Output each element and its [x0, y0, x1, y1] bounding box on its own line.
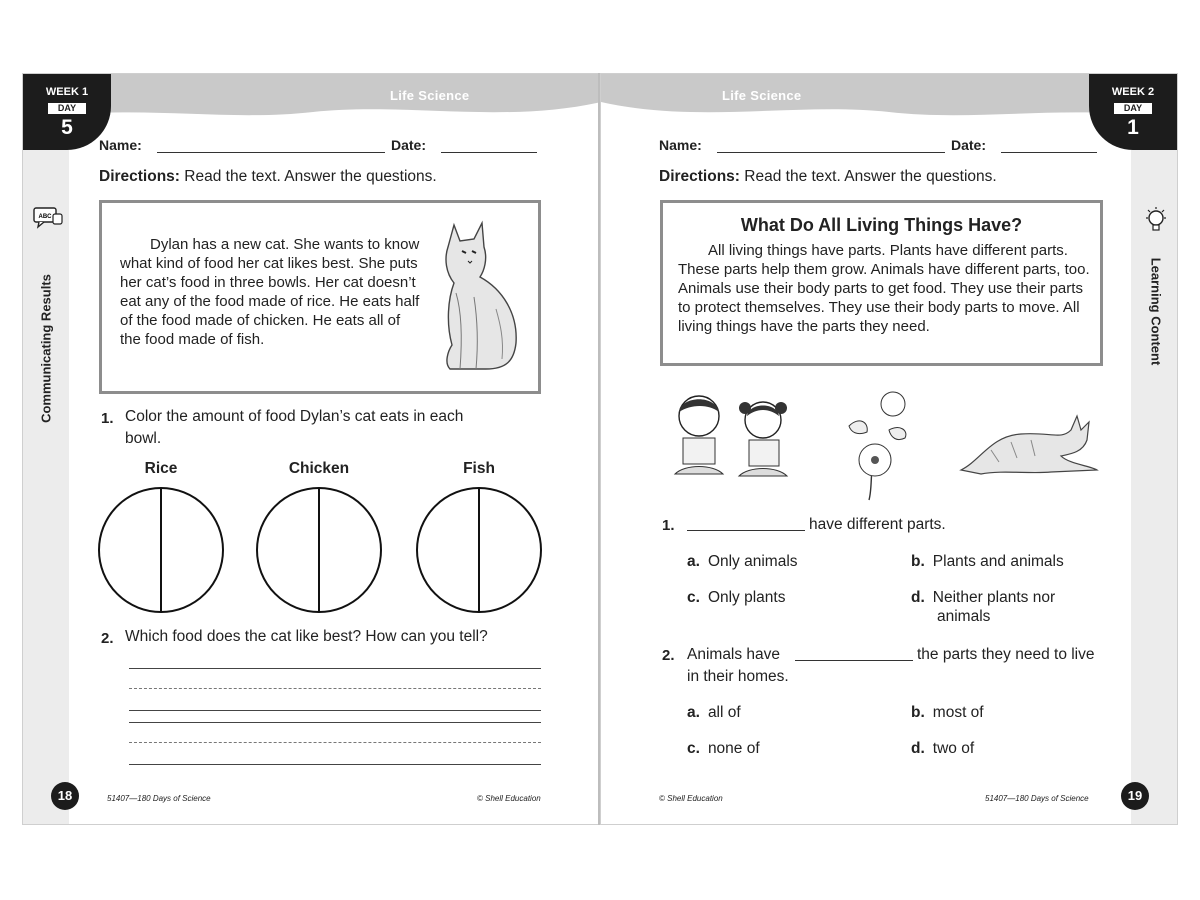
name-label: Name: — [659, 137, 702, 153]
directions-text: Read the text. Answer the questions. — [179, 168, 437, 185]
story-text: All living things have parts. Plants have different parts. These parts help them grow. Animals have different parts, too. Animals use their body parts to get food. They use their parts to protect themselves. They use their body parts to move. All living things have the parts they need. — [678, 242, 1090, 335]
story-box — [660, 200, 1103, 366]
footer-left: © Shell Education — [659, 794, 723, 803]
lying-cat-illustration — [951, 400, 1101, 480]
directions-label: Directions: — [99, 168, 180, 185]
q1-blank[interactable] — [687, 530, 805, 531]
q2-option-d[interactable]: d. two of — [911, 740, 975, 757]
q2-text: Which food does the cat like best? How can you tell? — [125, 628, 488, 645]
q1-option-c[interactable]: c. Only plants — [687, 589, 786, 606]
flower-illustration — [839, 386, 915, 502]
q1-text: Color the amount of food Dylan’s cat eats in each bowl. — [125, 408, 464, 447]
date-input-line[interactable] — [441, 152, 537, 153]
q2-text-after: the parts they need to live in their homes. — [687, 646, 1095, 685]
day-number: 1 — [1127, 116, 1139, 139]
bowl-circles — [97, 486, 571, 618]
day-label: DAY — [1114, 103, 1152, 114]
q2-option-c[interactable]: c. none of — [687, 740, 760, 757]
footer-right: 51407—180 Days of Science — [985, 794, 1089, 803]
directions — [659, 168, 997, 186]
q1-text: have different parts. — [809, 516, 946, 533]
header-title: Life Science — [722, 88, 802, 103]
story-text: Dylan has a new cat. She wants to know what kind of food her cat likes best. She puts her cat’s food in three bowls. Her cat doesn’t eat any of the food made of rice. He eats half of the food made of chicken. He eats all of the food made of fish. — [120, 236, 420, 348]
date-label: Date: — [951, 137, 987, 153]
footer-left: 51407—180 Days of Science — [107, 794, 211, 803]
right-page — [600, 73, 1178, 825]
name-label: Name: — [99, 137, 142, 153]
side-label: Communicating Results — [38, 274, 54, 423]
week-day-badge — [1089, 74, 1177, 150]
q2-number: 2. — [101, 630, 114, 647]
lightbulb-icon — [1143, 206, 1169, 236]
directions — [99, 168, 437, 186]
day-number: 5 — [61, 116, 73, 139]
q1-number: 1. — [662, 517, 675, 534]
sitting-cat-illustration — [426, 213, 526, 373]
header-title: Life Science — [390, 88, 470, 103]
page-number: 19 — [1121, 782, 1149, 810]
bowl-label-chicken: Chicken — [288, 460, 350, 477]
week-day-badge — [23, 74, 111, 150]
side-icon-text: ABC — [38, 214, 52, 220]
bowl-chicken[interactable] — [257, 488, 381, 612]
bowl-label-fish: Fish — [463, 460, 495, 477]
bowl-fish[interactable] — [417, 488, 541, 612]
q1-option-b[interactable]: b. Plants and animals — [911, 553, 1064, 570]
left-page — [22, 73, 600, 825]
q1-option-d[interactable]: d. Neither plants nor animals — [911, 589, 1056, 625]
q1-number: 1. — [101, 410, 114, 427]
day-label: DAY — [48, 103, 86, 114]
date-label: Date: — [391, 137, 427, 153]
story-title: What Do All Living Things Have? — [740, 215, 1023, 235]
story-box — [99, 200, 541, 394]
name-input-line[interactable] — [717, 152, 945, 153]
q2-number: 2. — [662, 647, 675, 664]
footer-right: © Shell Education — [477, 794, 541, 803]
directions-text: Read the text. Answer the questions. — [739, 168, 997, 185]
week-label: WEEK 1 — [45, 86, 89, 98]
q2-option-a[interactable]: a. all of — [687, 704, 741, 721]
week-label: WEEK 2 — [1111, 86, 1155, 98]
q1-option-a[interactable]: a. Only animals — [687, 553, 798, 570]
bowl-label-rice: Rice — [144, 460, 178, 477]
children-reading-illustration — [665, 390, 805, 490]
q2-text-before: Animals have — [687, 646, 781, 663]
bowl-rice[interactable] — [99, 488, 223, 612]
page-number: 18 — [51, 782, 79, 810]
date-input-line[interactable] — [1001, 152, 1097, 153]
side-label: Learning Content — [1148, 257, 1164, 366]
name-input-line[interactable] — [157, 152, 385, 153]
q2-option-b[interactable]: b. most of — [911, 704, 984, 721]
directions-label: Directions: — [659, 168, 740, 185]
speech-bubble-abc-icon — [33, 206, 63, 230]
